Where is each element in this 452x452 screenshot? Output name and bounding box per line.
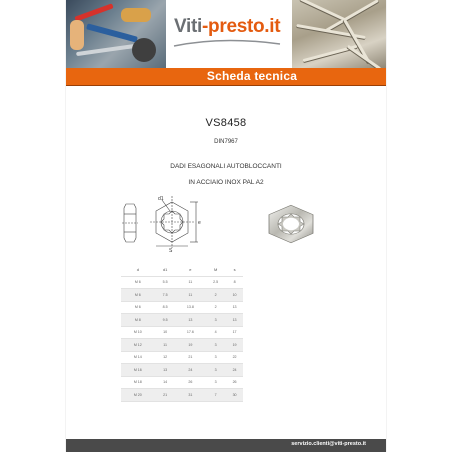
column-header: s: [226, 264, 243, 276]
label-s: S: [169, 248, 173, 254]
table-cell: 5.5: [155, 276, 176, 289]
table-cell: 31: [176, 389, 205, 402]
table-cell: 13: [176, 314, 205, 327]
logo[interactable]: [166, 0, 292, 68]
label-d1: d1: [158, 196, 164, 202]
table-cell: M 14: [121, 351, 155, 364]
contact-email-link[interactable]: servizio.clienti@viti-presto.it: [291, 441, 366, 447]
column-header: d: [121, 264, 155, 276]
table-cell: 22: [226, 351, 243, 364]
table-cell: 8.5: [155, 301, 176, 314]
table-cell: M 12: [121, 339, 155, 352]
table-cell: 12: [155, 351, 176, 364]
column-header: M: [205, 264, 226, 276]
column-header: d1: [155, 264, 176, 276]
label-e: e: [198, 220, 201, 226]
table-cell: 3: [205, 314, 226, 327]
table-cell: 13: [155, 364, 176, 377]
table-cell: M 20: [121, 389, 155, 402]
side-view: [122, 204, 138, 242]
footer: [66, 439, 386, 452]
table-cell: 13: [226, 301, 243, 314]
technical-drawing: [120, 194, 210, 254]
table-row: [121, 351, 243, 364]
table-cell: 3: [205, 376, 226, 389]
table-row: [121, 289, 243, 302]
table-cell: 7.5: [155, 289, 176, 302]
title-bar: [66, 68, 386, 86]
front-view: [150, 196, 198, 248]
screws-photo: [292, 0, 386, 68]
table-row: [121, 301, 243, 314]
table-row: [121, 339, 243, 352]
table-cell: M 16: [121, 364, 155, 377]
column-header: e: [176, 264, 205, 276]
logo-text: Viti-presto.it: [174, 16, 281, 37]
table-cell: 2: [205, 301, 226, 314]
table-cell: 2.5: [205, 276, 226, 289]
page-title: Scheda tecnica: [206, 69, 298, 83]
table-cell: 10: [155, 326, 176, 339]
product-code: VS8458: [205, 117, 247, 129]
datasheet-page: [66, 0, 386, 452]
table-cell: M 10: [121, 326, 155, 339]
table-cell: 10: [226, 289, 243, 302]
nut-product-image: [261, 200, 321, 248]
table-cell: M 8: [121, 314, 155, 327]
product-description-line2: IN ACCIAIO INOX PAL A2: [188, 179, 264, 186]
table-row: [121, 314, 243, 327]
table-row: [121, 326, 243, 339]
table-row: [121, 364, 243, 377]
table-cell: 21: [155, 389, 176, 402]
table-cell: 11: [176, 276, 205, 289]
table-cell: M 6: [121, 276, 155, 289]
table-cell: 4: [205, 326, 226, 339]
table-cell: 11: [176, 289, 205, 302]
table-cell: 13: [226, 314, 243, 327]
table-cell: M 6: [121, 289, 155, 302]
table-row: [121, 276, 243, 289]
table-cell: 30: [226, 389, 243, 402]
table-cell: M 6: [121, 301, 155, 314]
table-cell: 3: [205, 351, 226, 364]
table-cell: 7: [205, 389, 226, 402]
table-cell: 9.5: [155, 314, 176, 327]
table-cell: 19: [176, 339, 205, 352]
product-standard: DIN7967: [214, 139, 238, 145]
table-cell: 24: [226, 364, 243, 377]
table-cell: 17: [226, 326, 243, 339]
logo-swoosh-icon: [172, 38, 282, 48]
table-cell: 11: [155, 339, 176, 352]
table-row: [121, 389, 243, 402]
table-cell: 13.8: [176, 301, 205, 314]
table-cell: 17.6: [176, 326, 205, 339]
spec-table: [121, 264, 243, 402]
table-row: [121, 376, 243, 389]
table-header-row: [121, 264, 243, 276]
table-cell: 24: [176, 364, 205, 377]
header-banner: [66, 0, 386, 68]
table-cell: 14: [155, 376, 176, 389]
table-cell: 2: [205, 289, 226, 302]
table-cell: 19: [226, 339, 243, 352]
table-cell: 8: [226, 276, 243, 289]
tools-photo: [66, 0, 166, 68]
table-cell: 3: [205, 339, 226, 352]
table-cell: 21: [176, 351, 205, 364]
table-cell: 26: [176, 376, 205, 389]
table-cell: M 18: [121, 376, 155, 389]
table-cell: 26: [226, 376, 243, 389]
product-description-line1: DADI ESAGONALI AUTOBLOCCANTI: [170, 163, 282, 170]
table-cell: 3: [205, 364, 226, 377]
